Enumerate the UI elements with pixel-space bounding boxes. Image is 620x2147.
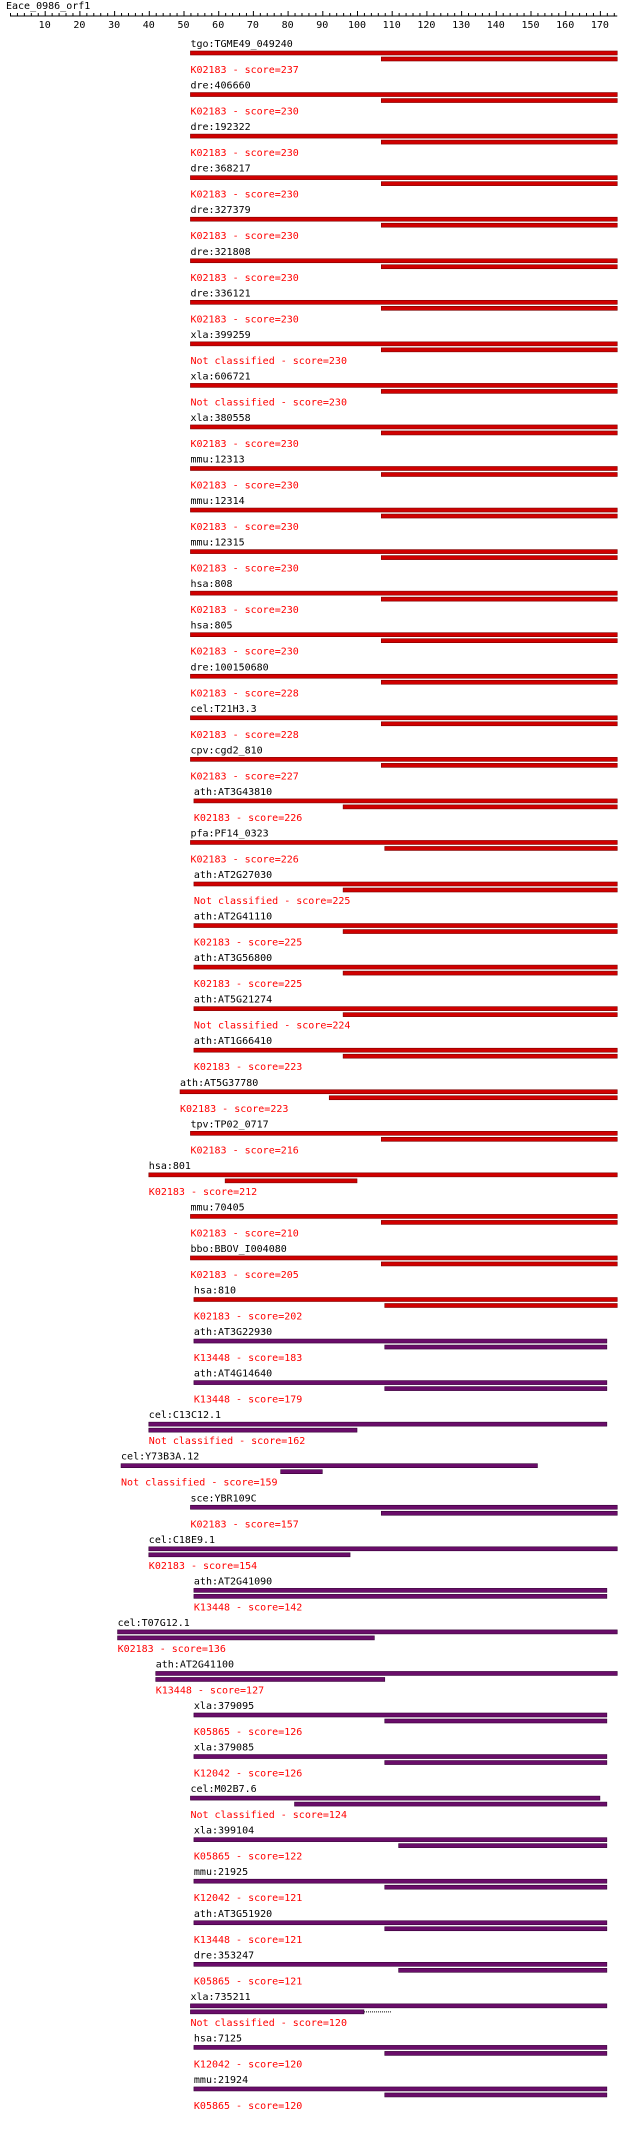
hit-name[interactable]: ath:AT4G14640 <box>193 1368 273 1380</box>
hit-bar <box>381 1262 617 1266</box>
query-bar <box>156 1671 618 1675</box>
hit-score-label: Not classified - score=230 <box>190 355 347 367</box>
hit-entry <box>190 1493 617 1530</box>
hit-score-label: K13448 - score=121 <box>193 1934 303 1946</box>
hit-name[interactable]: cel:C18E9.1 <box>148 1534 216 1546</box>
query-bar <box>121 1464 537 1468</box>
hit-entry <box>194 1286 617 1323</box>
hit-bar <box>399 1968 607 1972</box>
hit-score-label: K02183 - score=230 <box>190 106 299 118</box>
hit-name[interactable]: xla:735211 <box>190 1991 251 2003</box>
axis-tick-label: 120 <box>417 20 436 31</box>
axis-tick-label: 90 <box>316 20 329 31</box>
hit-name[interactable]: hsa:801 <box>148 1160 191 1172</box>
hit-name[interactable]: xla:379085 <box>193 1742 255 1754</box>
hit-entry <box>194 1576 607 1613</box>
query-bar <box>190 467 617 471</box>
hit-score-label: K02183 - score=228 <box>190 688 299 700</box>
hit-score-label: K12042 - score=120 <box>193 2059 303 2071</box>
hit-name[interactable]: hsa:805 <box>190 620 233 632</box>
hit-bar <box>295 1802 607 1806</box>
query-bar <box>190 93 617 97</box>
hit-bar <box>381 1511 617 1515</box>
hit-entry <box>194 1909 607 1946</box>
hit-name[interactable]: bbo:BBOV_I004080 <box>190 1243 287 1255</box>
hit-bar <box>225 1179 357 1183</box>
hit-entry <box>190 1119 617 1156</box>
query-bar <box>194 1713 607 1717</box>
hit-name[interactable]: mmu:70405 <box>190 1202 245 1214</box>
hit-name[interactable]: dre:100150680 <box>190 662 269 674</box>
query-bar <box>194 1921 607 1925</box>
hit-name[interactable]: cel:T07G12.1 <box>117 1617 190 1629</box>
hit-entry <box>190 704 617 741</box>
query-bar <box>180 1090 617 1094</box>
hit-score-label: Not classified - score=124 <box>190 1810 347 1822</box>
hit-entry <box>190 39 617 76</box>
hit-entry <box>190 662 617 699</box>
hit-name[interactable]: dre:406660 <box>190 80 251 92</box>
hit-entry <box>194 1867 607 1904</box>
axis-tick-label: 110 <box>382 20 401 31</box>
hit-bar <box>190 2010 364 2014</box>
hit-score-label: K02183 - score=225 <box>193 979 303 991</box>
query-bar <box>194 924 617 928</box>
hit-bar <box>385 1304 617 1308</box>
hit-score-label: K02183 - score=228 <box>190 729 299 741</box>
hit-score-label: K02183 - score=230 <box>190 563 299 575</box>
hit-score-label: K02183 - score=216 <box>190 1145 299 1157</box>
position-axis <box>10 11 617 31</box>
hit-name[interactable]: hsa:808 <box>190 579 233 591</box>
hit-score-label: K02183 - score=226 <box>193 812 303 824</box>
hit-name[interactable]: ath:AT5G37780 <box>180 1077 259 1089</box>
hit-bar <box>381 223 617 227</box>
hit-score-label: Not classified - score=230 <box>190 397 347 409</box>
hit-bar <box>381 680 617 684</box>
hit-name[interactable]: xla:379095 <box>193 1701 255 1712</box>
hit-bar <box>381 514 617 518</box>
hit-name[interactable]: sce:YBR109C <box>190 1493 257 1505</box>
hit-entry <box>194 995 617 1032</box>
hit-name[interactable]: ath:AT3G51920 <box>193 1908 273 1920</box>
axis-tick-label: 50 <box>177 20 190 31</box>
hit-score-label: K13448 - score=142 <box>193 1602 303 1614</box>
hit-score-label: K13448 - score=127 <box>155 1685 265 1697</box>
query-bar <box>194 1838 607 1842</box>
query-bar <box>190 1505 617 1509</box>
hit-entry <box>194 870 617 907</box>
query-bar <box>190 716 617 720</box>
query-bar <box>194 1588 607 1592</box>
hit-score-label: K12042 - score=126 <box>193 1768 303 1780</box>
hit-entry <box>190 1202 617 1239</box>
hit-score-label: K02183 - score=230 <box>190 231 299 243</box>
hit-entry <box>194 1369 607 1406</box>
hit-score-label: K02183 - score=223 <box>193 1062 303 1074</box>
query-bar <box>190 591 617 595</box>
hit-entry <box>149 1410 607 1447</box>
hit-score-label: K02183 - score=223 <box>180 1103 289 1115</box>
query-bar <box>190 2004 606 2008</box>
hit-bar <box>343 805 617 809</box>
hit-bar <box>343 1054 617 1058</box>
hit-name[interactable]: tpv:TP02_0717 <box>190 1119 269 1131</box>
query-bar <box>190 259 617 263</box>
hit-name[interactable]: mmu:12313 <box>190 454 245 466</box>
hit-bar <box>381 348 617 352</box>
hit-entry <box>190 371 617 408</box>
hit-bar <box>385 1927 607 1931</box>
query-bar <box>190 550 617 554</box>
hit-bar <box>381 306 617 310</box>
hit-name[interactable]: cel:Y73B3A.12 <box>121 1451 200 1463</box>
query-bar <box>190 51 617 55</box>
axis-tick-label: 10 <box>38 20 51 31</box>
hit-bar <box>381 473 617 477</box>
hit-name[interactable]: xla:606721 <box>190 371 251 383</box>
hit-name[interactable]: dre:368217 <box>190 163 251 175</box>
hit-score-label: K02183 - score=205 <box>190 1269 299 1281</box>
hit-entry <box>190 288 617 325</box>
query-bar <box>190 674 617 678</box>
hit-name[interactable]: mmu:21924 <box>193 2074 249 2086</box>
hit-entry <box>194 2033 607 2070</box>
axis-tick-label: 20 <box>73 20 86 31</box>
hit-name[interactable]: hsa:7125 <box>193 2033 243 2045</box>
query-bar <box>194 1381 607 1385</box>
axis-tick-label: 60 <box>212 20 225 31</box>
hit-score-label: K02183 - score=230 <box>190 148 299 160</box>
hit-score-label: K02183 - score=157 <box>190 1519 299 1531</box>
hit-score-label: K02183 - score=230 <box>190 314 299 326</box>
query-bar <box>194 1879 607 1883</box>
hit-name[interactable]: dre:192322 <box>190 122 251 134</box>
hit-entry <box>190 579 617 616</box>
hit-score-label: K05865 - score=121 <box>193 1976 303 1988</box>
query-bar <box>194 1007 617 1011</box>
axis-tick-label: 170 <box>590 20 609 31</box>
hit-name[interactable]: cel:C13C12.1 <box>148 1410 222 1422</box>
hit-score-label: K02183 - score=230 <box>190 646 299 658</box>
hit-bar <box>381 556 617 560</box>
hit-bar <box>194 1594 607 1598</box>
hit-score-label: Not classified - score=225 <box>193 896 351 907</box>
query-bar <box>190 1796 599 1800</box>
hit-score-label: K02183 - score=230 <box>190 480 299 492</box>
hit-entry <box>190 538 617 575</box>
hit-score-label: K02183 - score=227 <box>190 771 299 783</box>
hit-score-label: K02183 - score=230 <box>190 438 299 450</box>
hit-name[interactable]: dre:321808 <box>190 246 251 258</box>
query-bar <box>190 508 617 512</box>
axis-tick-label: 130 <box>452 20 471 31</box>
axis-tick-label: 160 <box>556 20 575 31</box>
query-bar <box>118 1630 618 1634</box>
hit-score-label: Not classified - score=120 <box>190 2017 347 2029</box>
hit-bar <box>399 1844 607 1848</box>
hit-entry <box>194 1327 607 1364</box>
hit-entry <box>190 1784 606 1821</box>
hit-name[interactable]: cel:M02B7.6 <box>190 1784 257 1796</box>
query-bar <box>190 425 617 429</box>
hit-bar <box>381 389 617 393</box>
axis-tick-label: 100 <box>347 20 367 31</box>
hit-bar <box>329 1096 617 1100</box>
hit-bar <box>343 888 617 892</box>
hit-bar <box>149 1553 350 1557</box>
hit-entry <box>190 330 617 367</box>
hit-name[interactable]: mmu:12314 <box>190 496 245 508</box>
query-bar <box>190 383 617 387</box>
hit-bar <box>381 639 617 643</box>
hit-score-label: K02183 - score=230 <box>190 522 299 534</box>
hit-name[interactable]: ath:AT2G41090 <box>193 1576 273 1588</box>
hit-bar <box>343 971 617 975</box>
query-bar <box>194 799 617 803</box>
query-bar <box>194 965 617 969</box>
query-bar <box>149 1173 617 1177</box>
query-bar <box>149 1422 607 1426</box>
hit-score-label: Not classified - score=159 <box>121 1477 278 1489</box>
hit-bar <box>381 182 617 186</box>
hit-entry <box>121 1452 537 1489</box>
hit-name[interactable]: cel:T21H3.3 <box>190 703 257 715</box>
hit-name[interactable]: ath:AT1G66410 <box>193 1036 273 1048</box>
hit-bar <box>381 99 617 103</box>
hit-entry <box>156 1659 618 1696</box>
query-bar <box>194 1339 607 1343</box>
hit-score-label: K02183 - score=136 <box>117 1643 226 1655</box>
hit-entry <box>190 496 617 533</box>
axis-tick-label: 70 <box>246 20 259 31</box>
query-title: Eace_0986_orf1 <box>6 1 91 12</box>
hit-score-label: K02183 - score=154 <box>148 1560 258 1572</box>
hit-score-label: K05865 - score=120 <box>193 2100 303 2112</box>
hit-bar <box>149 1428 357 1432</box>
hit-score-label: K02183 - score=230 <box>190 189 299 201</box>
hit-score-label: K02183 - score=225 <box>193 937 303 949</box>
hit-bar <box>381 1220 617 1224</box>
hit-entry <box>190 413 617 450</box>
hit-score-label: K02183 - score=237 <box>190 65 299 76</box>
hit-name[interactable]: mmu:12315 <box>190 537 245 549</box>
hit-score-label: Not classified - score=224 <box>193 1020 351 1032</box>
hit-entry <box>149 1535 617 1572</box>
hit-entry <box>190 455 617 492</box>
hit-name[interactable]: dre:327379 <box>190 205 251 217</box>
hit-entry <box>190 1992 606 2029</box>
hit-bar <box>343 930 617 934</box>
hit-bar <box>385 2093 607 2097</box>
hit-bar <box>381 57 617 61</box>
query-bar <box>194 2087 607 2091</box>
hit-bar <box>343 1013 617 1017</box>
query-bar <box>190 1131 617 1135</box>
hit-score-label: K05865 - score=122 <box>193 1851 303 1863</box>
hit-bar <box>156 1677 385 1681</box>
hit-bar <box>118 1636 375 1640</box>
axis-tick-label: 150 <box>521 20 540 31</box>
hit-entry <box>190 247 617 284</box>
hit-entry <box>194 1701 607 1738</box>
query-bar <box>190 633 617 637</box>
hit-bar <box>281 1470 323 1474</box>
hit-entry <box>190 1244 617 1281</box>
hit-entry <box>190 745 617 782</box>
hit-name[interactable]: xla:399259 <box>190 329 251 341</box>
hit-name[interactable]: ath:AT2G27030 <box>193 870 273 881</box>
hit-bar <box>385 2051 607 2055</box>
hit-name[interactable]: mmu:21925 <box>193 1867 249 1879</box>
hit-entry <box>194 787 617 824</box>
query-bar <box>190 840 617 844</box>
query-bar <box>190 176 617 180</box>
hit-entry <box>194 1036 617 1073</box>
hit-name[interactable]: ath:AT2G41100 <box>155 1659 235 1671</box>
hit-bar <box>381 722 617 726</box>
hit-entry <box>194 912 617 949</box>
axis-tick-label: 140 <box>486 20 505 31</box>
hit-name[interactable]: xla:380558 <box>190 412 251 424</box>
query-bar <box>194 1298 617 1302</box>
hit-name[interactable]: pfa:PF14_0323 <box>190 828 269 840</box>
hit-entry <box>194 1743 607 1780</box>
hit-list <box>118 39 618 2112</box>
axis-tick-label: 30 <box>108 20 121 31</box>
hit-score-label: Not classified - score=162 <box>148 1436 306 1448</box>
hit-bar <box>381 763 617 767</box>
hit-name[interactable]: ath:AT5G21274 <box>193 994 273 1006</box>
hit-score-label: K13448 - score=183 <box>193 1353 303 1365</box>
hit-score-label: K12042 - score=121 <box>193 1893 303 1905</box>
axis-tick-label: 40 <box>142 20 155 31</box>
query-bar <box>190 757 617 761</box>
query-bar <box>190 1214 617 1218</box>
hit-entry <box>190 205 617 242</box>
hit-name[interactable]: cpv:cgd2_810 <box>190 745 263 757</box>
hit-entry <box>118 1618 618 1655</box>
hit-entry <box>190 122 617 159</box>
query-bar <box>190 300 617 304</box>
hit-entry <box>190 621 617 658</box>
hit-score-label: K02183 - score=230 <box>190 272 299 284</box>
hit-entry <box>194 2075 607 2112</box>
hit-name[interactable]: ath:AT2G41110 <box>193 911 273 923</box>
hit-bar <box>385 1885 607 1889</box>
hit-bar <box>385 1387 607 1391</box>
hit-score-label: K02183 - score=210 <box>190 1228 299 1240</box>
hit-name[interactable]: dre:336121 <box>190 288 251 300</box>
hit-score-label: K05865 - score=126 <box>193 1727 303 1738</box>
hit-score-label: K02183 - score=230 <box>190 605 299 617</box>
query-bar <box>194 1962 607 1966</box>
hit-bar <box>381 431 617 435</box>
hit-bar <box>381 140 617 144</box>
hit-entry <box>180 1078 617 1115</box>
query-bar <box>194 1048 617 1052</box>
query-bar <box>149 1547 617 1551</box>
query-bar <box>194 2045 607 2049</box>
hit-entry <box>194 953 617 990</box>
query-bar <box>194 882 617 886</box>
hit-name[interactable]: ath:AT3G22930 <box>193 1327 273 1339</box>
hit-entry <box>194 1826 607 1863</box>
query-bar <box>190 134 617 138</box>
hit-entry <box>149 1161 617 1198</box>
hit-name[interactable]: tgo:TGME49_049240 <box>190 39 293 50</box>
hit-score-label: K02183 - score=226 <box>190 854 299 866</box>
hit-bar <box>381 1137 617 1141</box>
query-bar <box>194 1755 607 1759</box>
hit-bar <box>385 1761 607 1765</box>
hit-name[interactable]: dre:353247 <box>193 1950 255 1962</box>
hit-score-label: K02183 - score=202 <box>193 1311 303 1323</box>
query-bar <box>190 217 617 221</box>
hit-score-label: K13448 - score=179 <box>193 1394 303 1406</box>
query-bar <box>190 1256 617 1260</box>
hit-entry <box>190 81 617 118</box>
hit-bar <box>381 597 617 601</box>
hit-bar <box>385 1719 607 1723</box>
hit-name[interactable]: xla:399104 <box>193 1825 255 1837</box>
hit-bar <box>385 846 617 850</box>
hit-entry <box>194 1950 607 1987</box>
hit-name[interactable]: ath:AT3G56800 <box>193 953 273 965</box>
query-bar <box>190 342 617 346</box>
hit-name[interactable]: ath:AT3G43810 <box>193 786 273 798</box>
hit-bar <box>385 1345 607 1349</box>
axis-tick-label: 80 <box>281 20 294 31</box>
hit-entry <box>190 828 617 865</box>
hit-name[interactable]: hsa:810 <box>193 1285 237 1297</box>
hit-entry <box>190 164 617 201</box>
hit-bar <box>381 265 617 269</box>
hit-score-label: K02183 - score=212 <box>148 1186 258 1198</box>
